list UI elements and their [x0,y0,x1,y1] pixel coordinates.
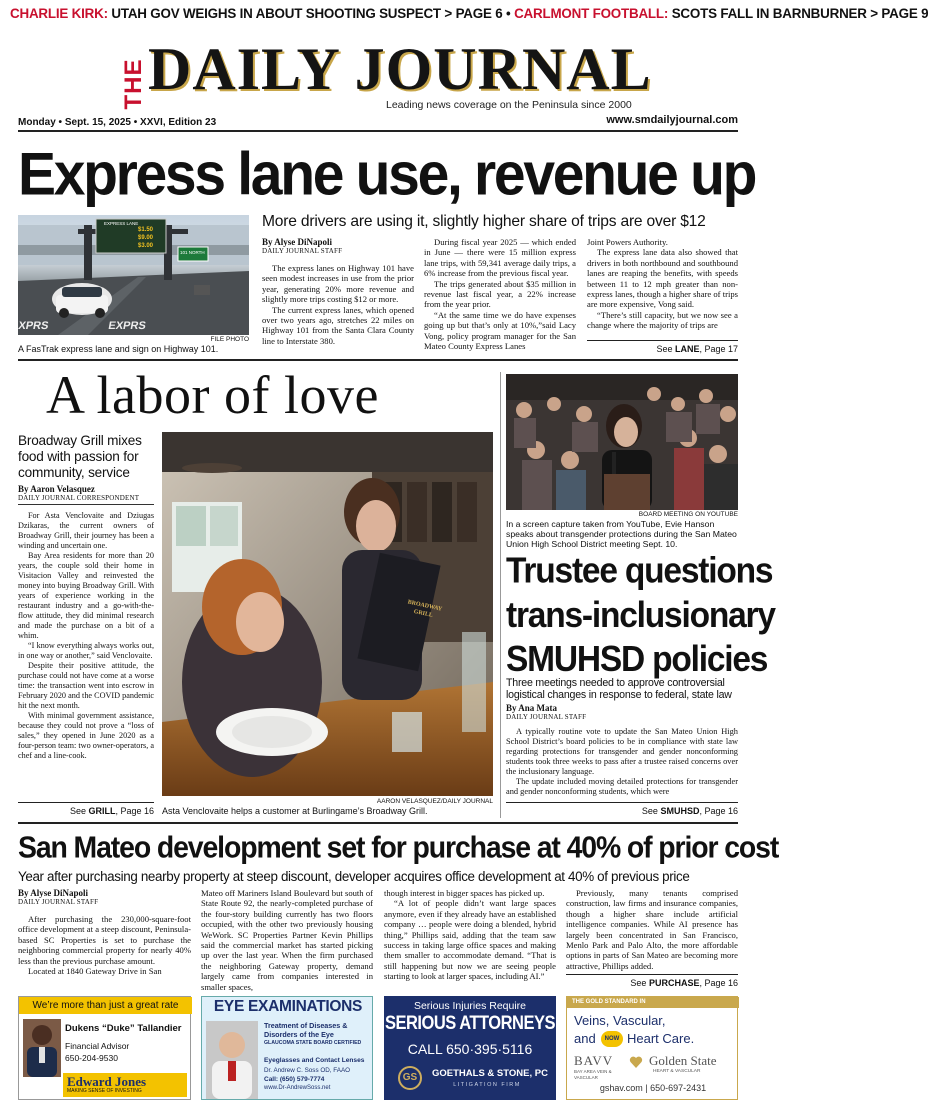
feature-divider [500,372,501,818]
ad-bavv-now: NOW [601,1031,623,1047]
masthead-tagline: Leading news coverage on the Peninsula since 2000 [386,99,632,111]
dev-staff: DAILY JOURNAL STAFF [18,898,99,906]
trustee-jump[interactable] [506,802,738,816]
ad-ej-role: Financial Advisor [65,1041,130,1051]
middle-bottom-rule [18,822,738,824]
dev-jump-key: PURCHASE [648,978,700,988]
sign-green: 101 NORTH [180,250,205,255]
feature-p4: Despite their positive attitude, the purchase could not have come at a worse time: the transaction went into escrow in February 2020 and the COVID pandemic hit the next month. [18,661,154,710]
ad-edward-jones[interactable] [18,996,191,1100]
ad-eye-l6: Call: (650) 579-7774 [264,1076,325,1083]
lead-photo-caption: A FasTrak express lane and sign on Highway 101. [18,344,219,354]
masthead-title: DAILY JOURNAL [148,36,652,102]
feature-staff: DAILY JOURNAL CORRESPONDENT [18,494,154,505]
dev-p2: Located at 1840 Gateway Drive in San [28,966,162,977]
ad-gs-firm: GOETHALS & STONE, PC [432,1068,548,1079]
express-lane-photo [18,215,249,335]
ad-ej-brand-bar [63,1073,187,1097]
highway-illustration [18,215,249,335]
lead-p7: The express lane data also showed that drivers in both northbound and southbound lanes are reaping the benefits, with speeds between 11 to 12 mph greater than non-express lanes, though a higher share of trips are more expensive, Vong said. [587,247,738,310]
teaser-separator: • [506,6,511,21]
feature-jump-see: See [69,806,86,816]
dev-col-3 [384,888,556,982]
svg-text:EXPRS: EXPRS [107,320,147,332]
trustee-jump-see: See [641,806,658,816]
ad-ej-photo [23,1019,61,1077]
lead-p6: Joint Powers Authority. [587,237,668,247]
ad-gs-big: SERIOUS ATTORNEYS [385,1013,555,1034]
lead-byline: By Alyse DiNapoli [262,237,333,247]
dev-headline[interactable]: San Mateo development set for purchase at 40% of prior cost [18,831,779,866]
broadway-grill-photo [162,432,493,796]
teaser-bar[interactable] [10,6,928,28]
trustee-col-text [506,727,738,797]
trustee-headline-line-3: SMUHSD policies [506,639,768,680]
lead-col-1 [262,237,414,346]
heart-icon [629,1055,643,1069]
feature-photo-caption: Asta Venclovaite helps a customer at Burlingame’s Broadway Grill. [162,806,428,816]
dev-col-1 [18,888,191,976]
ad-ej-phone: 650-204-9530 [65,1053,118,1063]
lead-subhead: More drivers are using it, slightly higher share of trips are over $12 [262,213,706,230]
ad-ej-top: We’re more than just a great rate [19,997,192,1014]
trustee-deck: Three meetings needed to approve controversial logistical changes in response to federal, state law [506,677,732,702]
sign-price-b: $9.00 [138,235,154,241]
teaser-kicker-1: CHARLIE KIRK: [10,6,108,21]
ad-gs-logo: GS [398,1066,422,1090]
feature-p5: With minimal government assistance, because they could not prove a “loss of sales,” they opened in June 2020 as a four-person team: two owner-operators, a chef and a line-cook. [18,711,154,760]
lead-col-2 [424,237,576,351]
ad-bavv-top: THE GOLD STANDARD IN [567,997,739,1008]
feature-jump[interactable] [18,802,154,816]
dev-p6: Previously, many tenants comprised construction, law firms and insurance companies, though a higher share include artificial intelligence companies. While AI presence has largely been concentrated in San Francisco, Menlo Park and Palo Alto, the more affordable options in parts of San Mateo are becoming more attractive, Phillips added. [566,888,738,971]
lead-p2: The current express lanes, which opened over two years ago, stretches 22 miles on Highway 101 from the Santa Clara County line to Interstate 380. [262,304,414,346]
ad-gs-call: CALL 650·395·5116 [407,1041,533,1057]
ad-bavv-l1: Veins, Vascular, [574,1013,666,1028]
trustee-p2: The update included moving detailed protections for transgender and gender nonconforming students, which were [506,777,738,796]
feature-title[interactable]: A labor of love [46,365,379,425]
teaser-text-1: UTAH GOV WEIGHS IN ABOUT SHOOTING SUSPECT > PAGE 6 [111,6,503,21]
ad-eye-l2: Disorders of the Eye [264,1030,334,1039]
dev-p5: “A lot of people didn’t want large spaces anymore, even if they already have an established company … people were doing a blended, hybrid thing,” Phillips said, adding that the team saw success in taking large office spaces and making them smaller to accommodate demand. “That is still happening but now we are seeing people starting to look at larger spaces, including AI.” [384,898,556,982]
lead-jump[interactable] [587,340,738,354]
ad-ej-name: Dukens “Duke” Tallandier [65,1023,182,1034]
masthead-rule [18,130,738,132]
board-meeting-photo [506,374,738,510]
ad-bavv-b2s: HEART & VASCULAR [653,1069,701,1074]
feature-p3: “I know everything always works out, in one way or another,” said Venclovaite. [18,641,154,660]
trustee-photo-caption: In a screen capture taken from YouTube, Evie Hanson speaks about transgender protections during the San Mateo Union High School District meeting Sept. 10. [506,519,737,550]
lead-jump-key: LANE [674,344,700,354]
ad-eye-title: EYE EXAMINATIONS [213,998,363,1015]
trustee-headline-line-2: trans-inclusionary [506,595,775,636]
dateline: Monday • Sept. 15, 2025 • XXVI, Edition 23 [18,117,217,128]
dev-jump-see: See [630,978,647,988]
sign-top: EXPRESS LANE [104,221,139,226]
dev-subhead: Year after purchasing nearby property at steep discount, developer acquires office development at 40% of previous price [18,869,690,884]
trustee-headline-line-1: Trustee questions [506,551,773,592]
lead-p1: The express lanes on Highway 101 have seen modest increases in use from the prior year, generating 20% more revenue and slightly more trips costing $12 or more. [262,263,414,305]
ad-bavv-b1s: BAY AREA VEIN & VASCULAR [574,1069,612,1080]
feature-jump-key: GRILL [88,806,116,816]
lead-p5: “At the same time we do have expenses going up but that’s only at 10%,”said Lacy Vong, policy program manager for the San Mateo County Express Lanes [424,309,576,352]
dev-jump[interactable] [566,974,738,988]
feature-col-text [18,511,154,761]
lead-jump-see: See [656,344,673,354]
feature-jump-page: , Page 16 [115,806,154,816]
dev-p3: Mateo off Mariners Island Boulevard but south of State Route 92, the nearly-completed purchase of the four-story building currently has two floors occupied, with the other two previously housing WeWork. SC Properties Partner Kevin Phillips said the commercial market has started picking up over the last year. When the firm purchased the neighboring Gateway property, demand largely came from companies interested in smaller spaces, [201,888,373,992]
ad-gs-sub: LITIGATION FIRM [453,1082,521,1088]
dev-byline: By Alyse DiNapoli [18,888,89,898]
ad-ej-tag: MAKING SENSE OF INVESTING [67,1088,142,1094]
ad-eye-l1: Treatment of Diseases & [264,1021,348,1030]
trustee-staff: DAILY JOURNAL STAFF [506,713,587,721]
website-link[interactable]: www.smdailyjournal.com [606,114,738,126]
dev-p1: After purchasing the 230,000-square-foot office development at a steep discount, Peninsula-based SC Properties is set to purchase the neighboring commercial property for nearly 40% less than the previous purchase amount. [18,914,191,966]
meeting-illustration [506,374,738,510]
ad-eye-l7: www.Dr-AndrewSoss.net [264,1085,331,1091]
masthead [0,36,756,116]
ad-gs-top: Serious Injuries Require [413,1000,527,1012]
trustee-headline[interactable] [506,549,775,682]
ad-eye-photo [206,1021,258,1099]
trustee-p1: A typically routine vote to update the San Mateo Union High School District’s board policies to be in compliance with state law regarding protections for transgender and gender nonconforming students took three weeks to pass after a trustee raised concerns over the inclusionary language. [506,727,738,776]
masthead-the: THE [120,58,147,110]
dev-col-4 [566,888,738,971]
feature-deck: Broadway Grill mixes food with passion for community, service [18,433,142,480]
lead-p3: During fiscal year 2025 — which ended in June — there were 15 million express lane trips, with 59,341 average daily trips, a 6% increase from the previous fiscal year. [424,237,576,279]
lead-headline[interactable]: Express lane use, revenue up [18,141,756,209]
ad-eye-l5: Dr. Andrew C. Soss OD, FAAO [264,1067,351,1074]
trustee-body [506,703,738,797]
menu-cover-text: BROADWAY GRILL [407,599,443,619]
feature-p2: Bay Area residents for more than 20 years, the couple sold their home in Visitacion Valley and reinvested the money into buying Broadway Grill. With years of experience working in the restaurant industry and a go-with-the-flow attitude, they did minimal research and made the purchase on a bit of a whim. [18,551,154,640]
lead-jump-page: , Page 17 [699,344,738,354]
ad-eye-l4: Eyeglasses and Contact Lenses [264,1057,365,1064]
lead-p8: “There’s still capacity, but we now see a change where the majority of trips are [587,309,738,331]
feature-p1: For Asta Venclovaite and Dziugas Dzikaras, the current owners of Broadway Grill, their journey has been a winding and uncertain one. [18,511,154,550]
ad-ej-brand: Edward Jones [67,1074,147,1089]
ad-bavv-golden-state[interactable] [566,996,738,1100]
ad-goethals-stone[interactable] [384,996,556,1100]
dev-jump-page: , Page 16 [699,978,738,988]
lead-p4: The trips generated about $35 million in revenue last fiscal year, a 22% increase from the year prior. [424,278,576,310]
feature-body [18,484,154,761]
lead-staff: DAILY JOURNAL STAFF [262,247,343,255]
trustee-photo-credit: BOARD MEETING ON YOUTUBE [638,511,738,518]
lead-col-3 [587,237,738,331]
ad-bavv-b2: Golden State [649,1053,717,1068]
dev-col-1-text [18,914,191,976]
ad-bavv-b1: BAVV [574,1053,614,1068]
svg-text:XPRS: XPRS [17,320,50,332]
sign-price-c: $3.00 [138,243,154,249]
ad-eye-l3: GLAUCOMA STATE BOARD CERTIFIED [264,1040,362,1046]
teaser-text-2: SCOTS FALL IN BARNBURNER > PAGE 9 [671,6,928,21]
dev-p4: though interest in bigger spaces has picked up. [384,888,545,898]
trustee-byline: By Ana Mata [506,703,558,713]
dev-col-2 [201,888,373,992]
ad-eye-exam[interactable] [201,996,373,1100]
feature-photo-credit: AARON VELASQUEZ/DAILY JOURNAL [376,798,493,805]
ad-bavv-l2b: Heart Care. [627,1031,695,1046]
ad-bavv-foot: gshav.com | 650-697-2431 [599,1083,707,1093]
ad-bavv-l2a: and [574,1031,596,1046]
feature-byline: By Aaron Velasquez [18,484,95,494]
trustee-jump-key: SMUHSD [660,806,700,816]
lead-photo-credit: FILE PHOTO [210,336,249,343]
trustee-jump-page: , Page 16 [699,806,738,816]
sign-price-a: $1.50 [138,227,154,233]
lead-col-1-text [262,263,414,346]
teaser-kicker-2: CARLMONT FOOTBALL: [514,6,669,21]
lead-bottom-rule [18,359,738,361]
